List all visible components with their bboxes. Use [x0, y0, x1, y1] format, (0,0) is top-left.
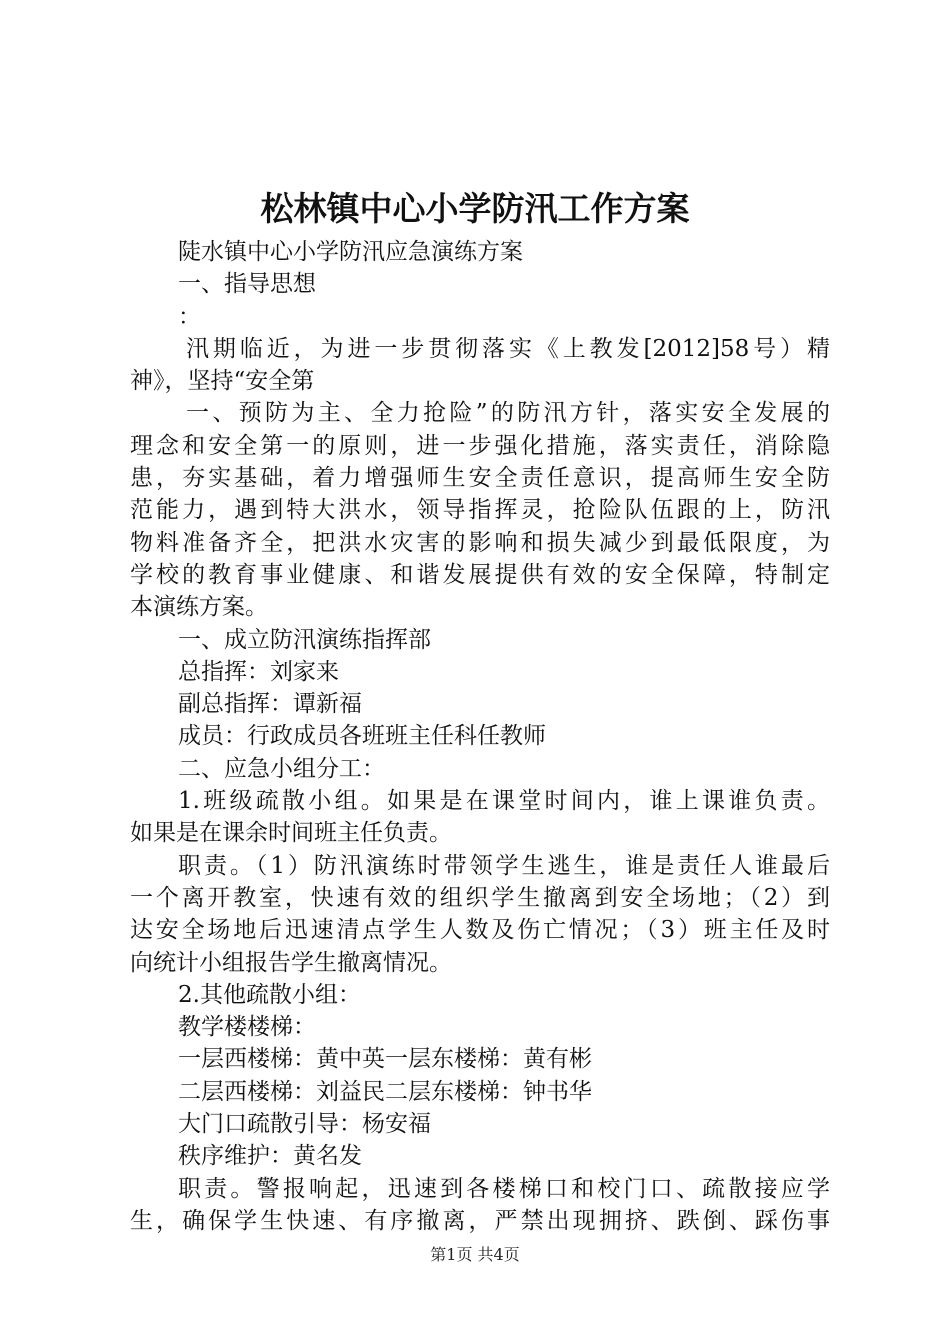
text-line: 二层西楼梯：刘益民二层东楼梯：钟书华	[178, 1078, 592, 1105]
subtitle-line: 陡水镇中心小学防汛应急演练方案	[178, 239, 523, 265]
text-line: 教学楼楼梯：	[178, 1014, 316, 1041]
text-line: 秩序维护：黄名发	[178, 1143, 362, 1170]
text-line: 职责。（1）防汛演练时带领学生逃生，谁是责任人谁最后	[178, 852, 830, 879]
text-line: 一个离开教室，快速有效的组织学生撤离到安全场地；（2）到	[130, 884, 830, 911]
text-line: 一、预防为主、全力抢险”的防汛方针，落实安全发展的	[186, 400, 830, 427]
section-heading: 二、应急小组分工：	[178, 755, 385, 782]
document-title: 松林镇中心小学防汛工作方案	[260, 189, 690, 228]
text-line: 如果是在课余时间班主任负责。	[130, 820, 452, 847]
section-heading: 一、指导思想	[178, 271, 316, 298]
text-line: 向统计小组报告学生撤离情况。	[130, 949, 452, 976]
text-line: 患，夯实基础，着力增强师生安全责任意识，提高师生安全防	[130, 465, 830, 492]
text-line: 职责。警报响起，迅速到各楼梯口和校门口、疏散接应学	[178, 1175, 830, 1202]
text-line: 神》，坚持“安全第	[130, 368, 315, 395]
text-line: 成员：行政成员各班班主任科任教师	[178, 723, 546, 750]
text-line: 总指挥：刘家来	[178, 658, 339, 685]
text-line: 大门口疏散引导：杨安福	[178, 1111, 431, 1138]
page-number-footer: 第1页 共4页	[430, 1245, 520, 1264]
section-heading: 一、成立防汛演练指挥部	[178, 626, 431, 653]
text-line: 理念和安全第一的原则，进一步强化措施，落实责任，消除隐	[130, 432, 830, 459]
text-line: 副总指挥：谭新福	[178, 691, 362, 718]
text-line: 物料准备齐全，把洪水灾害的影响和损失减少到最低限度，为	[130, 529, 830, 556]
text-line: 学校的教育事业健康、和谐发展提供有效的安全保障，特制定	[130, 561, 830, 588]
text-line: 2.其他疏散小组：	[178, 981, 361, 1008]
text-line: 生，确保学生快速、有序撤离，严禁出现拥挤、跌倒、踩伤事	[130, 1207, 830, 1234]
text-line: 范能力，遇到特大洪水，领导指挥灵，抢险队伍跟的上，防汛	[130, 497, 830, 524]
document-body	[130, 236, 830, 1237]
text-line: ：	[178, 303, 201, 330]
text-line: 本演练方案。	[130, 594, 268, 621]
text-line: 一层西楼梯：黄中英一层东楼梯：黄有彬	[178, 1046, 592, 1073]
text-line: 汛期临近，为进一步贯彻落实《上教发[2012]58号）精	[186, 335, 830, 362]
text-line: 1.班级疏散小组。如果是在课堂时间内，谁上课谁负责。	[178, 788, 830, 815]
text-line: 达安全场地后迅速清点学生人数及伤亡情况；（3）班主任及时	[130, 917, 830, 944]
